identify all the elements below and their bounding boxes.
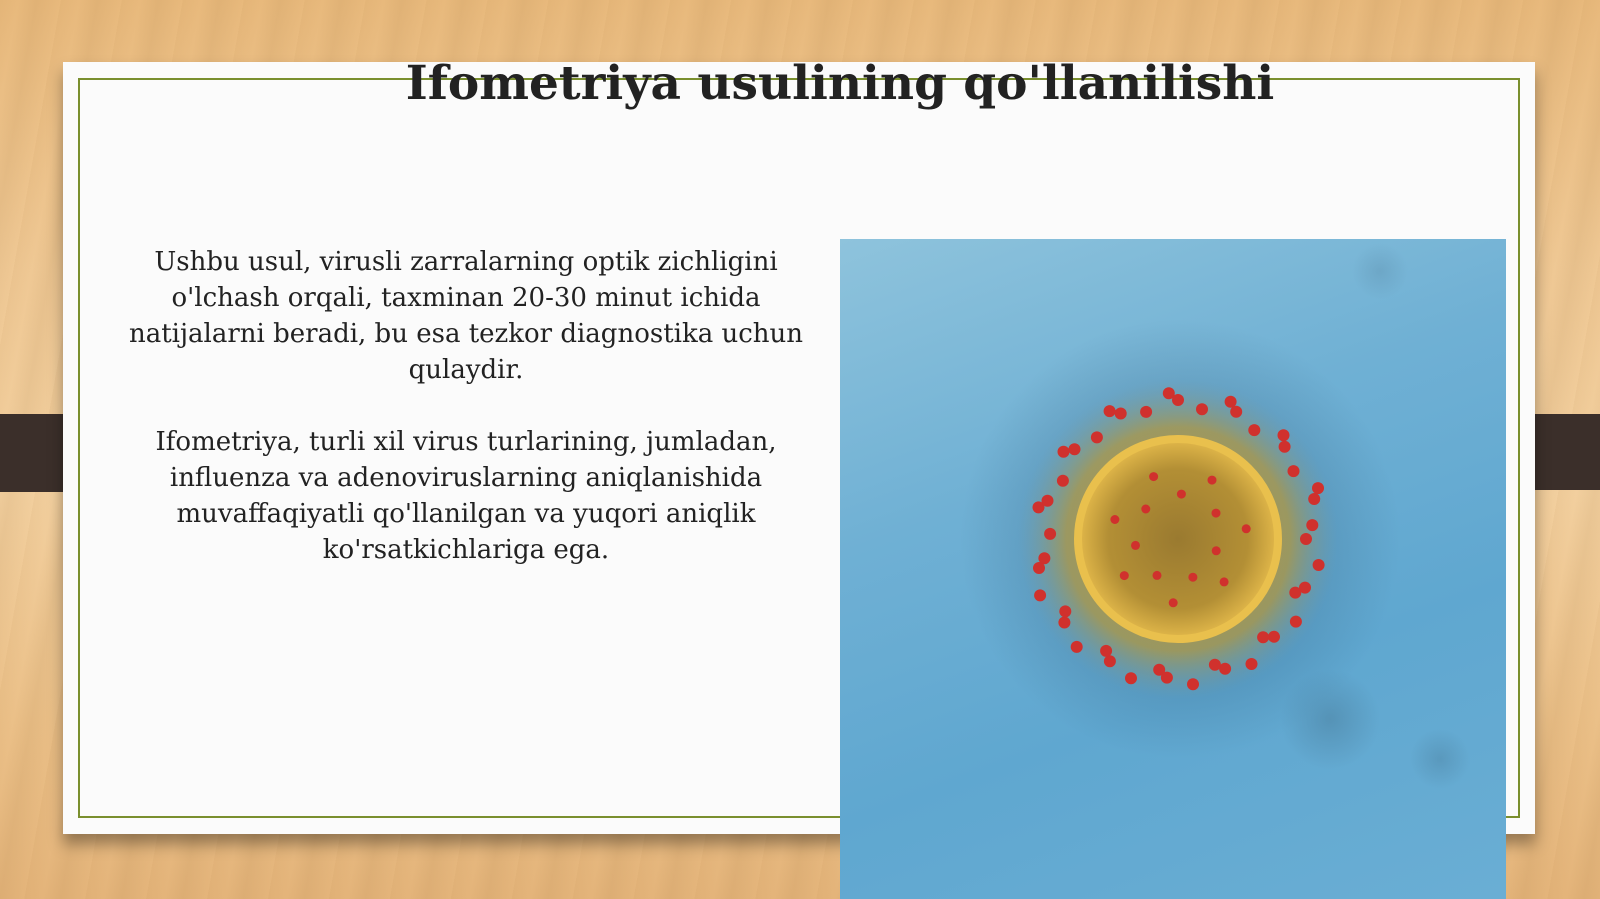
virus-spike bbox=[1177, 490, 1186, 499]
virus-spike bbox=[1242, 524, 1251, 533]
virus-spike bbox=[1312, 482, 1324, 494]
virus-spike bbox=[1153, 664, 1165, 676]
slide-title: Ifometriya usulining qo'llanilishi bbox=[405, 56, 1275, 111]
virus-spike bbox=[1100, 645, 1112, 657]
virus-spike bbox=[1208, 476, 1217, 485]
virus-spike bbox=[1038, 552, 1050, 564]
virus-spike bbox=[1120, 571, 1129, 580]
virus-spike bbox=[1308, 493, 1320, 505]
virus-spike bbox=[1125, 672, 1137, 684]
virus-spike bbox=[1196, 403, 1208, 415]
virus-microscope-image bbox=[840, 239, 1506, 899]
virus-spike bbox=[1115, 408, 1127, 420]
virus-spike bbox=[1290, 616, 1302, 628]
virus-spike bbox=[1188, 573, 1197, 582]
virus-spike bbox=[1187, 678, 1199, 690]
virus-spike bbox=[1141, 505, 1150, 514]
virus-spike bbox=[1059, 605, 1071, 617]
virus-spike bbox=[1131, 541, 1140, 550]
slide-body-text bbox=[110, 244, 822, 604]
virus-spike bbox=[1288, 465, 1300, 477]
paragraph-2: Ifometriya, turli xil virus turlarining, jumladan, influenza va adenoviruslarning aniqlanishida muvaffaqiyatli qo'llanilgan va yuqori aniqlik ko'rsatkichlariga ega. bbox=[155, 427, 777, 565]
virus-spike bbox=[1289, 587, 1301, 599]
virus-spike bbox=[1058, 617, 1070, 629]
virus-spike bbox=[1220, 577, 1229, 586]
virus-spike bbox=[1149, 472, 1158, 481]
virus-spike bbox=[1268, 631, 1280, 643]
virus-spike bbox=[1248, 424, 1260, 436]
virus-spike bbox=[1300, 533, 1312, 545]
virus-spike bbox=[1140, 406, 1152, 418]
virus-spike bbox=[1042, 495, 1054, 507]
virus-spike bbox=[1169, 598, 1178, 607]
virus-spike bbox=[1057, 475, 1069, 487]
virus-spike bbox=[1257, 631, 1269, 643]
virus-core bbox=[1078, 439, 1278, 639]
virus-spike bbox=[1034, 589, 1046, 601]
paragraph-1: Ushbu usul, virusli zarralarning optik zichligini o'lchash orqali, taxminan 20-30 minut ichida natijalarni beradi, bu esa tezkor diagnostika uchun qulaydir. bbox=[128, 247, 804, 385]
virus-spike bbox=[1246, 658, 1258, 670]
virus-spike bbox=[1313, 559, 1325, 571]
virus-spike bbox=[1212, 546, 1221, 555]
virus-spike bbox=[1091, 431, 1103, 443]
virus-spike bbox=[1104, 405, 1116, 417]
virus-spike bbox=[1110, 515, 1119, 524]
virus-spike bbox=[1212, 509, 1221, 518]
virus-spike bbox=[1058, 446, 1070, 458]
virus-spike bbox=[1044, 528, 1056, 540]
virus-spike bbox=[1306, 519, 1318, 531]
virus-spike bbox=[1230, 406, 1242, 418]
virus-spike bbox=[1279, 441, 1291, 453]
virus-spike bbox=[1153, 571, 1162, 580]
virus-spike bbox=[1069, 443, 1081, 455]
virus-spike bbox=[1071, 641, 1083, 653]
virus-spike bbox=[1209, 659, 1221, 671]
virus-spike bbox=[1219, 663, 1231, 675]
virus-particle-illustration bbox=[840, 239, 1506, 899]
virus-spike bbox=[1104, 655, 1116, 667]
virus-spike bbox=[1172, 394, 1184, 406]
virus-spike bbox=[1278, 429, 1290, 441]
